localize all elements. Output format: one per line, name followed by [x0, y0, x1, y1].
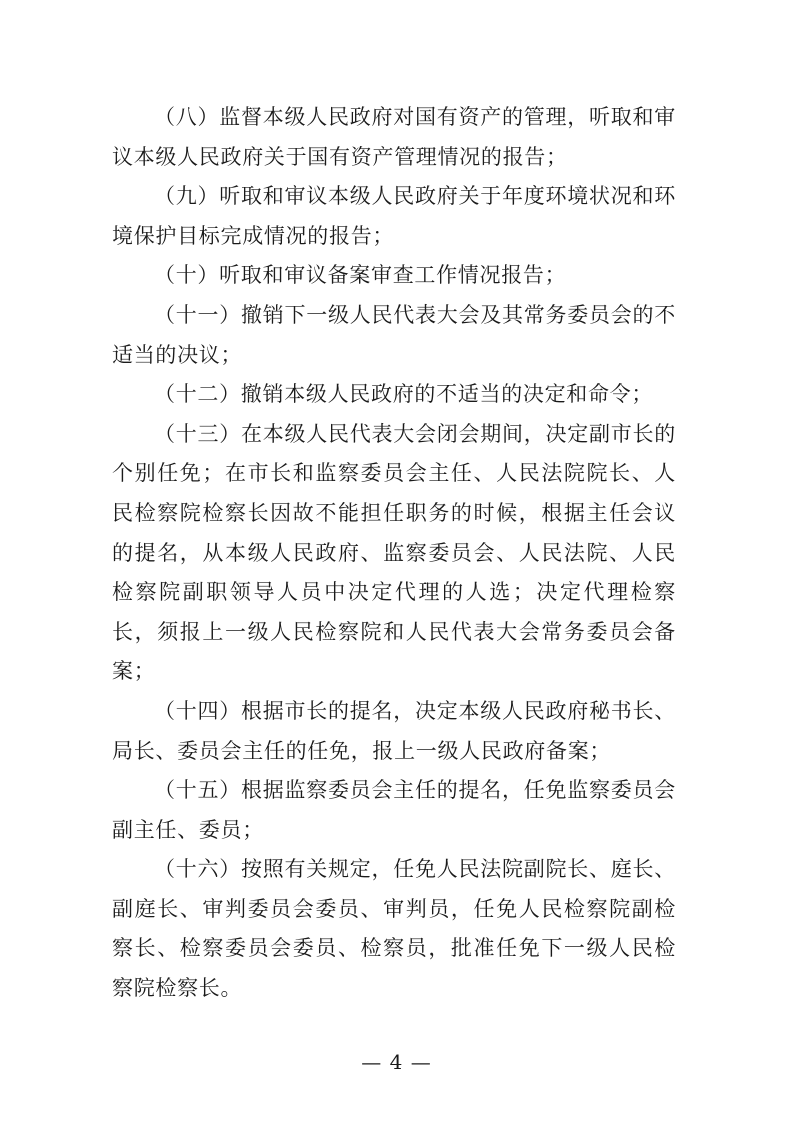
paragraph-item-11: （十一）撤销下一级人民代表大会及其常务委员会的不适当的决议； [112, 302, 676, 367]
paragraph-item-9: （九）听取和审议本级人民政府关于年度环境状况和环境保护目标完成情况的报告； [112, 184, 676, 248]
paragraph-item-12: （十二）撤销本级人民政府的不适当的决定和命令； [154, 382, 654, 407]
document-body [112, 98, 676, 1009]
paragraph-item-10: （十）听取和审议备案审查工作情况报告； [154, 263, 567, 288]
page-number: — 4 — [361, 1050, 432, 1074]
paragraph-item-14: （十四）根据市长的提名，决定本级人民政府秘书长、局长、委员会主任的任免，报上一级人民政府备案； [112, 698, 676, 763]
paragraph-item-13: （十三）在本级人民代表大会闭会期间，决定副市长的个别任免；在市长和监察委员会主任、人民法院院长、人民检察院检察长因故不能担任职务的时候，根据主任会议的提名，从本级人民政府、监察委员会、人民法院、人民检察院副职领导人员中决定代理的人选；决定代理检察长，须报上一级人民检察院和人民代表大会常务委员会备案； [112, 421, 676, 684]
paragraph-item-8: （八）监督本级人民政府对国有资产的管理，听取和审议本级人民政府关于国有资产管理情况的报告； [112, 105, 676, 169]
paragraph-item-15: （十五）根据监察委员会主任的提名，任免监察委员会副主任、委员； [112, 778, 676, 842]
paragraph-item-16: （十六）按照有关规定，任免人民法院副院长、庭长、副庭长、审判委员会委员、审判员，任免人民检察院副检察长、检察委员会委员、检察员，批准任免下一级人民检察院检察长。 [112, 857, 676, 1001]
